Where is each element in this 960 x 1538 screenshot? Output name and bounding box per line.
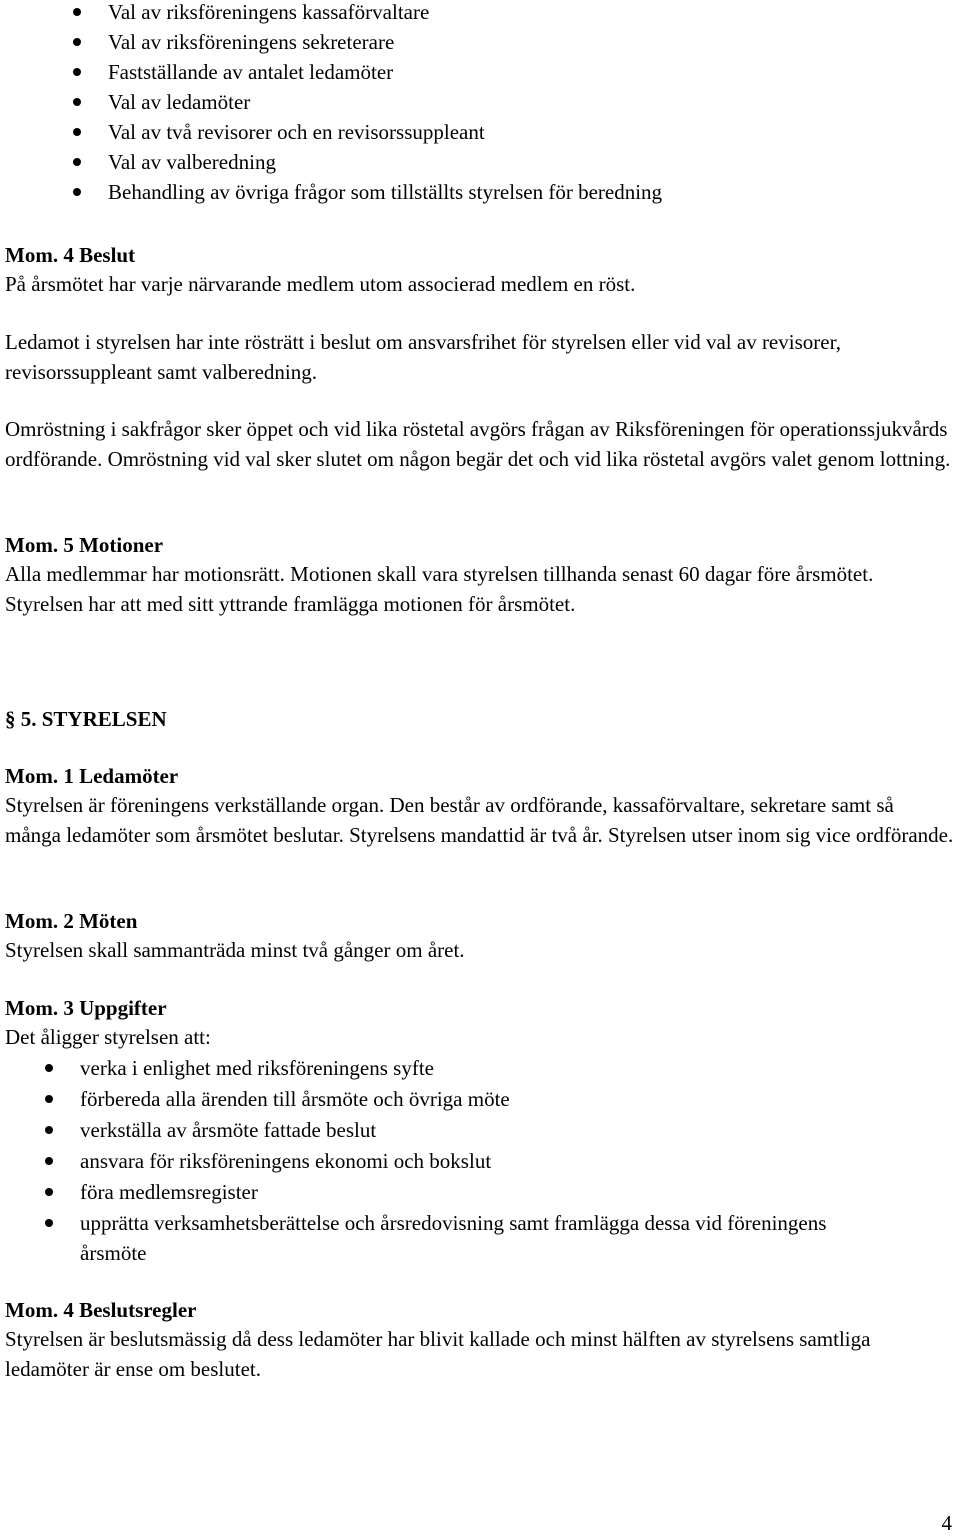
mom4-beslut-paragraph-1: På årsmötet har varje närvarande medlem utom associerad medlem en röst.	[5, 272, 636, 296]
list-item: Fastställande av antalet ledamöter	[5, 57, 955, 87]
bullet-icon	[45, 1219, 53, 1227]
bullet-icon	[73, 8, 81, 16]
list-item: förbereda alla ärenden till årsmöte och övriga möte	[5, 1084, 955, 1114]
list-item: ansvara för riksföreningens ekonomi och bokslut	[5, 1146, 955, 1176]
mom4-beslutsregler-heading: Mom. 4 Beslutsregler	[5, 1298, 197, 1322]
duties-list	[5, 1053, 955, 1268]
bullet-icon	[45, 1064, 53, 1072]
bullet-icon	[73, 98, 81, 106]
list-item: Behandling av övriga frågor som tillställts styrelsen för beredning	[5, 177, 955, 207]
list-item: verka i enlighet med riksföreningens syfte	[5, 1053, 955, 1083]
list-item: Val av ledamöter	[5, 87, 955, 117]
bullet-icon	[73, 128, 81, 136]
mom2-moten-heading: Mom. 2 Möten	[5, 909, 138, 933]
bullet-icon	[45, 1157, 53, 1165]
list-item: Val av två revisorer och en revisorssuppleant	[5, 117, 955, 147]
bullet-icon	[73, 158, 81, 166]
mom4-beslut-heading: Mom. 4 Beslut	[5, 243, 136, 267]
mom1-ledamoter-paragraph: Styrelsen är föreningens verkställande organ. Den består av ordförande, kassaförvaltare, sekretare samt så många ledamöter som årsmötet beslutar. Styrelsens mandattid är två år. Styrelsen utser inom sig vice ordförande.	[5, 793, 954, 847]
mom2-moten-paragraph: Styrelsen skall sammanträda minst två gånger om året.	[5, 938, 465, 962]
mom5-motioner-heading: Mom. 5 Motioner	[5, 533, 164, 557]
page-number: 4	[941, 1511, 952, 1535]
bullet-icon	[45, 1188, 53, 1196]
section-title: § 5. STYRELSEN	[5, 707, 167, 731]
list-item: upprätta verksamhetsberättelse och årsredovisning samt framlägga dessa vid föreningens årsmöte	[5, 1208, 880, 1268]
mom5-motioner-paragraph: Alla medlemmar har motionsrätt. Motionen skall vara styrelsen tillhanda senast 60 dagar före årsmötet. Styrelsen har att med sitt yttrande framlägga motionen för årsmötet.	[5, 562, 874, 616]
bullet-icon	[73, 188, 81, 196]
list-item: Val av riksföreningens sekreterare	[5, 27, 955, 57]
list-item: Val av riksföreningens kassaförvaltare	[5, 0, 955, 27]
bullet-icon	[45, 1126, 53, 1134]
agenda-list	[5, 0, 955, 207]
mom1-ledamoter-heading: Mom. 1 Ledamöter	[5, 764, 179, 788]
mom4-beslut-paragraph-2: Ledamot i styrelsen har inte rösträtt i beslut om ansvarsfrihet för styrelsen eller vid val av revisorer, revisorssuppleant samt valberedning.	[5, 330, 841, 384]
bullet-icon	[73, 68, 81, 76]
list-item: verkställa av årsmöte fattade beslut	[5, 1115, 955, 1145]
list-item: Val av valberedning	[5, 147, 955, 177]
mom3-uppgifter-intro: Det åligger styrelsen att:	[5, 1025, 211, 1049]
mom3-uppgifter-heading: Mom. 3 Uppgifter	[5, 996, 167, 1020]
bullet-icon	[73, 38, 81, 46]
mom4-beslutsregler-paragraph: Styrelsen är beslutsmässig då dess ledamöter har blivit kallade och minst hälften av styrelsens samtliga ledamöter är ense om beslutet.	[5, 1327, 871, 1381]
list-item: föra medlemsregister	[5, 1177, 955, 1207]
bullet-icon	[45, 1095, 53, 1103]
mom4-beslut-paragraph-3: Omröstning i sakfrågor sker öppet och vid lika röstetal avgörs frågan av Riksföreningen för operationssjukvårds ordförande. Omröstning vid val sker slutet om någon begär det och vid lika röstetal avgörs valet genom lottning.	[5, 417, 951, 471]
